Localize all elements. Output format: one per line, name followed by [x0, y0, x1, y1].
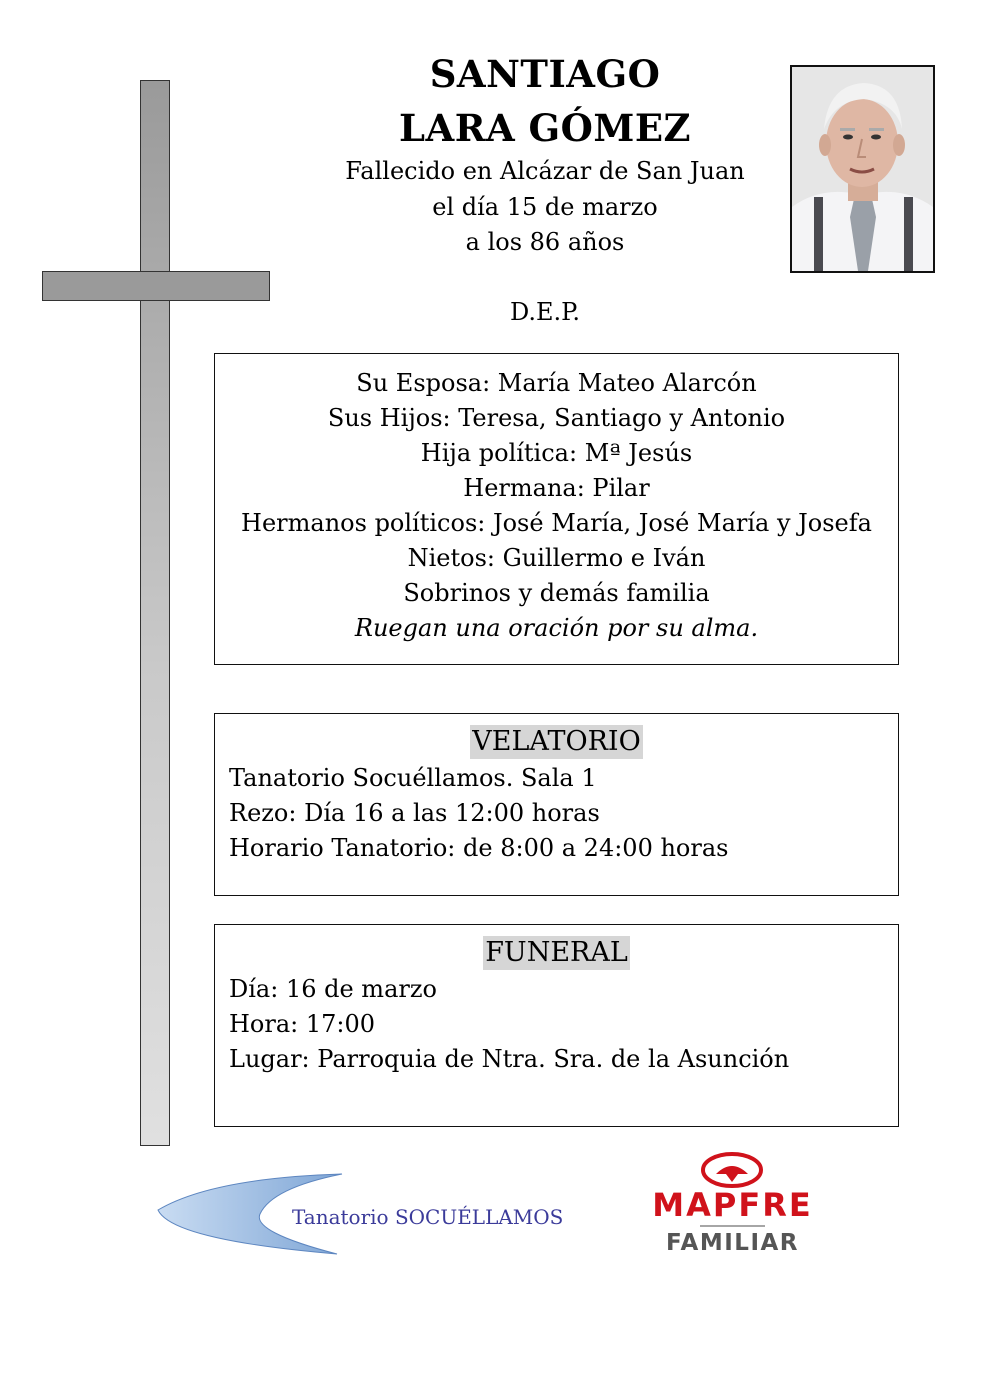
deceased-last-names: LARA GÓMEZ: [398, 106, 692, 150]
portrait-illustration: [792, 67, 933, 271]
funeral-line: Lugar: Parroquia de Ntra. Sra. de la Asunción: [229, 1045, 790, 1073]
funeral-line: Día: 16 de marzo: [229, 975, 437, 1003]
velatorio-title: VELATORIO: [472, 726, 641, 757]
mapfre-logo-subtitle: FAMILIAR: [665, 1230, 800, 1256]
cross-vertical-beam: [140, 80, 170, 1146]
family-line: Nietos: Guillermo e Iván: [407, 544, 706, 572]
death-date: el día 15 de marzo: [432, 193, 658, 221]
death-age: a los 86 años: [465, 228, 625, 256]
velatorio-box: [214, 713, 899, 896]
velatorio-line: Tanatorio Socuéllamos. Sala 1: [229, 764, 597, 792]
family-line: Su Esposa: María Mateo Alarcón: [356, 369, 757, 397]
funeral-line: Hora: 17:00: [229, 1010, 376, 1038]
family-line: Hermanos políticos: José María, José María y Josefa: [241, 509, 872, 537]
deceased-photo: [790, 65, 935, 273]
family-line: Hermana: Pilar: [463, 474, 650, 502]
velatorio-line: Horario Tanatorio: de 8:00 a 24:00 horas: [229, 834, 729, 862]
funeral-title-row: [215, 936, 898, 972]
family-box: [214, 353, 899, 665]
dep-text: D.E.P.: [509, 298, 581, 326]
velatorio-title-row: [215, 725, 898, 761]
family-line: Hija política: Mª Jesús: [420, 439, 693, 467]
family-line: Sus Hijos: Teresa, Santiago y Antonio: [327, 404, 786, 432]
mapfre-logo-name: MAPFRE: [652, 1186, 813, 1224]
funeral-title: FUNERAL: [485, 937, 628, 968]
velatorio-line: Rezo: Día 16 a las 12:00 horas: [229, 799, 600, 827]
death-place: Fallecido en Alcázar de San Juan: [345, 157, 745, 185]
funeral-box: [214, 924, 899, 1127]
family-line: Sobrinos y demás familia: [403, 579, 710, 607]
deceased-first-name: SANTIAGO: [429, 52, 661, 96]
tanatorio-logo-text: Tanatorio SOCUÉLLAMOS: [292, 1205, 564, 1229]
cross-horizontal-beam: [42, 271, 270, 301]
prayer-request: Ruegan una oración por su alma.: [354, 614, 759, 642]
